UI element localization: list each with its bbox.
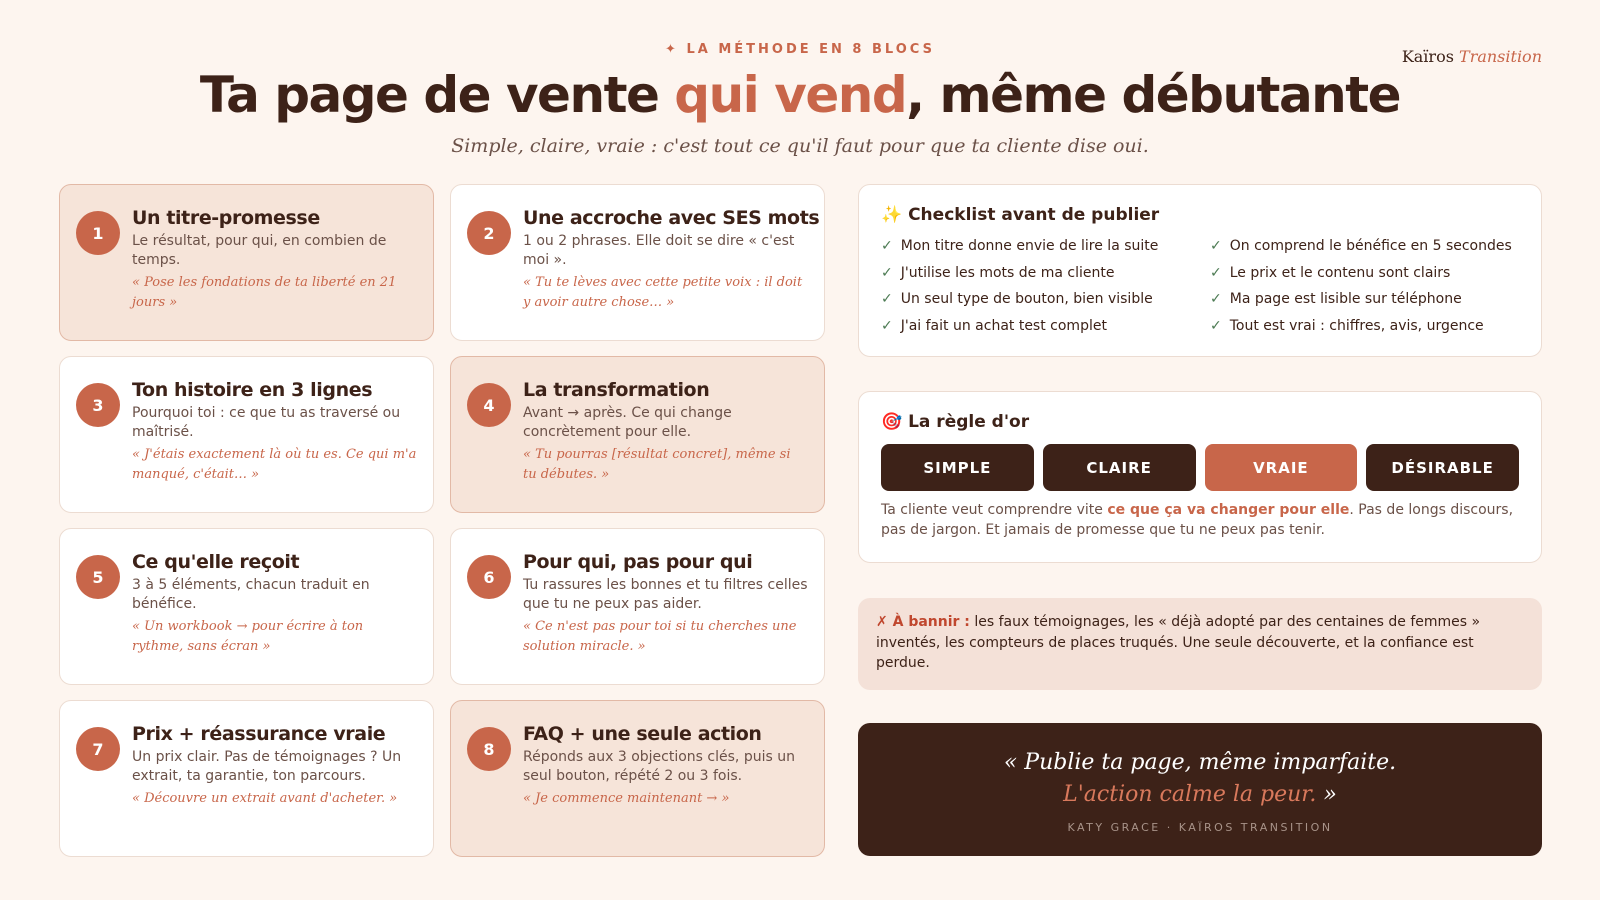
block-example: « Ce n'est pas pour toi si tu cherches une solution miracle. » [523, 619, 797, 654]
checklist-item [1210, 313, 1512, 340]
checklist-text: Ma page est lisible sur téléphone [1229, 291, 1462, 307]
block-number: 6 [467, 555, 511, 599]
quote-line-2 [858, 779, 1542, 811]
ban-label: ✗ À bannir : [876, 614, 970, 630]
checklist-item [881, 260, 1210, 287]
pill-simple: SIMPLE [881, 444, 1034, 491]
block-title: La transformation [523, 379, 710, 401]
checklist-text: On comprend le bénéfice en 5 secondes [1229, 238, 1512, 254]
block-title: FAQ + une seule action [523, 723, 762, 745]
block-card-6 [450, 528, 825, 685]
block-description: Réponds aux 3 objections clés, puis un seul bouton, répété 2 ou 3 fois. [523, 749, 795, 784]
block-example: « Je commence maintenant → » [523, 791, 730, 806]
eyebrow: ✦ LA MÉTHODE EN 8 BLOCS [665, 42, 935, 57]
checklist-item [881, 313, 1210, 340]
block-description: Pourquoi toi : ce que tu as traversé ou maîtrisé. [132, 405, 401, 440]
ban-notice [858, 598, 1542, 690]
checklist-text: J'utilise les mots de ma cliente [900, 264, 1115, 281]
checklist-text: Mon titre donne envie de lire la suite [900, 238, 1159, 254]
title-highlight: qui vend [674, 66, 907, 124]
checklist-item [1210, 233, 1512, 260]
checklist-text: Tout est vrai : chiffres, avis, urgence [1229, 317, 1484, 334]
check-icon: ✓ [1210, 264, 1222, 281]
block-description: Avant → après. Ce qui change concrètement pour elle. [523, 405, 732, 440]
block-card-1 [59, 184, 434, 341]
block-example: « J'étais exactement là où tu es. Ce qui m'a manqué, c'était… » [132, 447, 417, 482]
block-description: Le résultat, pour qui, en combien de temps. [132, 233, 387, 268]
block-number: 5 [76, 555, 120, 599]
checklist-text: J'ai fait un achat test complet [900, 317, 1107, 334]
block-title: Ton histoire en 3 lignes [132, 379, 373, 401]
block-card-5 [59, 528, 434, 685]
block-number: 1 [76, 211, 120, 255]
block-number: 8 [467, 727, 511, 771]
block-description: Un prix clair. Pas de témoignages ? Un extrait, ta garantie, ton parcours. [132, 749, 402, 784]
block-example: « Tu pourras [résultat concret], même si tu débutes. » [523, 447, 791, 482]
block-description: 3 à 5 éléments, chacun traduit en bénéfice. [132, 577, 370, 612]
quote-highlight: L'action calme la peur. [1063, 782, 1317, 807]
checklist-item [881, 233, 1210, 260]
check-icon: ✓ [1210, 317, 1222, 334]
check-icon: ✓ [1210, 238, 1222, 254]
block-number: 4 [467, 383, 511, 427]
block-description: 1 ou 2 phrases. Elle doit se dire « c'est moi ». [523, 233, 795, 268]
check-icon: ✓ [881, 291, 893, 307]
golden-rule-panel [858, 391, 1542, 563]
title-start: Ta page de vente [199, 66, 675, 124]
page-title [0, 66, 1600, 124]
checklist-text: Le prix et le contenu sont clairs [1229, 264, 1451, 281]
block-title: Un titre-promesse [132, 207, 320, 229]
quote-signature: KATY GRACE · KAÏROS TRANSITION [1067, 821, 1333, 834]
block-title: Pour qui, pas pour qui [523, 551, 753, 573]
golden-rule-title: 🎯 La règle d'or [881, 412, 1030, 432]
quote-line-1: « Publie ta page, même imparfaite. [1003, 750, 1397, 775]
block-card-2 [450, 184, 825, 341]
rule-pills [881, 444, 1519, 491]
closing-quote [858, 723, 1542, 856]
block-example: « Un workbook → pour écrire à ton rythme, sans écran » [132, 619, 364, 654]
brand-accent: Transition [1459, 47, 1542, 66]
rule-text-bold: ce que ça va changer pour elle [1107, 502, 1350, 518]
checklist-item [1210, 260, 1512, 287]
check-icon: ✓ [881, 317, 893, 334]
block-card-8 [450, 700, 825, 857]
block-example: « Pose les fondations de ta liberté en 21 jours » [132, 275, 397, 310]
pill-vraie: VRAIE [1205, 444, 1358, 491]
checklist-title: ✨ Checklist avant de publier [881, 205, 1160, 225]
block-title: Une accroche avec SES mots [523, 207, 820, 229]
rule-text-start: Ta cliente veut comprendre vite [881, 502, 1108, 518]
checklist-text: Un seul type de bouton, bien visible [900, 291, 1153, 307]
block-number: 3 [76, 383, 120, 427]
block-example: « Découvre un extrait avant d'acheter. » [132, 791, 398, 806]
block-title: Ce qu'elle reçoit [132, 551, 300, 573]
block-number: 2 [467, 211, 511, 255]
page-subtitle: Simple, claire, vraie : c'est tout ce qu'il faut pour que ta cliente dise oui. [451, 135, 1149, 157]
block-card-7 [59, 700, 434, 857]
block-card-4 [450, 356, 825, 513]
block-description: Tu rassures les bonnes et tu filtres celles que tu ne peux pas aider. [523, 577, 808, 612]
rule-text-end: . Pas de longs discours, pas de jargon. Et jamais de promesse que tu ne peux pas tenir. [881, 502, 1514, 538]
pill-desirable: DÉSIRABLE [1366, 444, 1519, 491]
pill-claire: CLAIRE [1043, 444, 1196, 491]
checklist-panel [858, 184, 1542, 357]
ban-text: les faux témoignages, les « déjà adopté par des centaines de femmes » inventés, les compteurs de places truqués. Une seule découverte, et la confiance est perdue. [876, 614, 1481, 671]
block-example: « Tu te lèves avec cette petite voix : il doit y avoir autre chose… » [523, 275, 803, 310]
check-icon: ✓ [881, 264, 893, 281]
brand-name: Kaïros [1401, 47, 1454, 66]
block-title: Prix + réassurance vraie [132, 723, 386, 745]
check-icon: ✓ [1210, 291, 1222, 307]
checklist-item [1210, 286, 1512, 313]
check-icon: ✓ [881, 238, 893, 254]
golden-rule-text [881, 500, 1519, 540]
quote-end: » [1316, 782, 1337, 807]
checklist-item [881, 286, 1210, 313]
block-card-3 [59, 356, 434, 513]
block-number: 7 [76, 727, 120, 771]
title-end: , même débutante [906, 66, 1401, 124]
